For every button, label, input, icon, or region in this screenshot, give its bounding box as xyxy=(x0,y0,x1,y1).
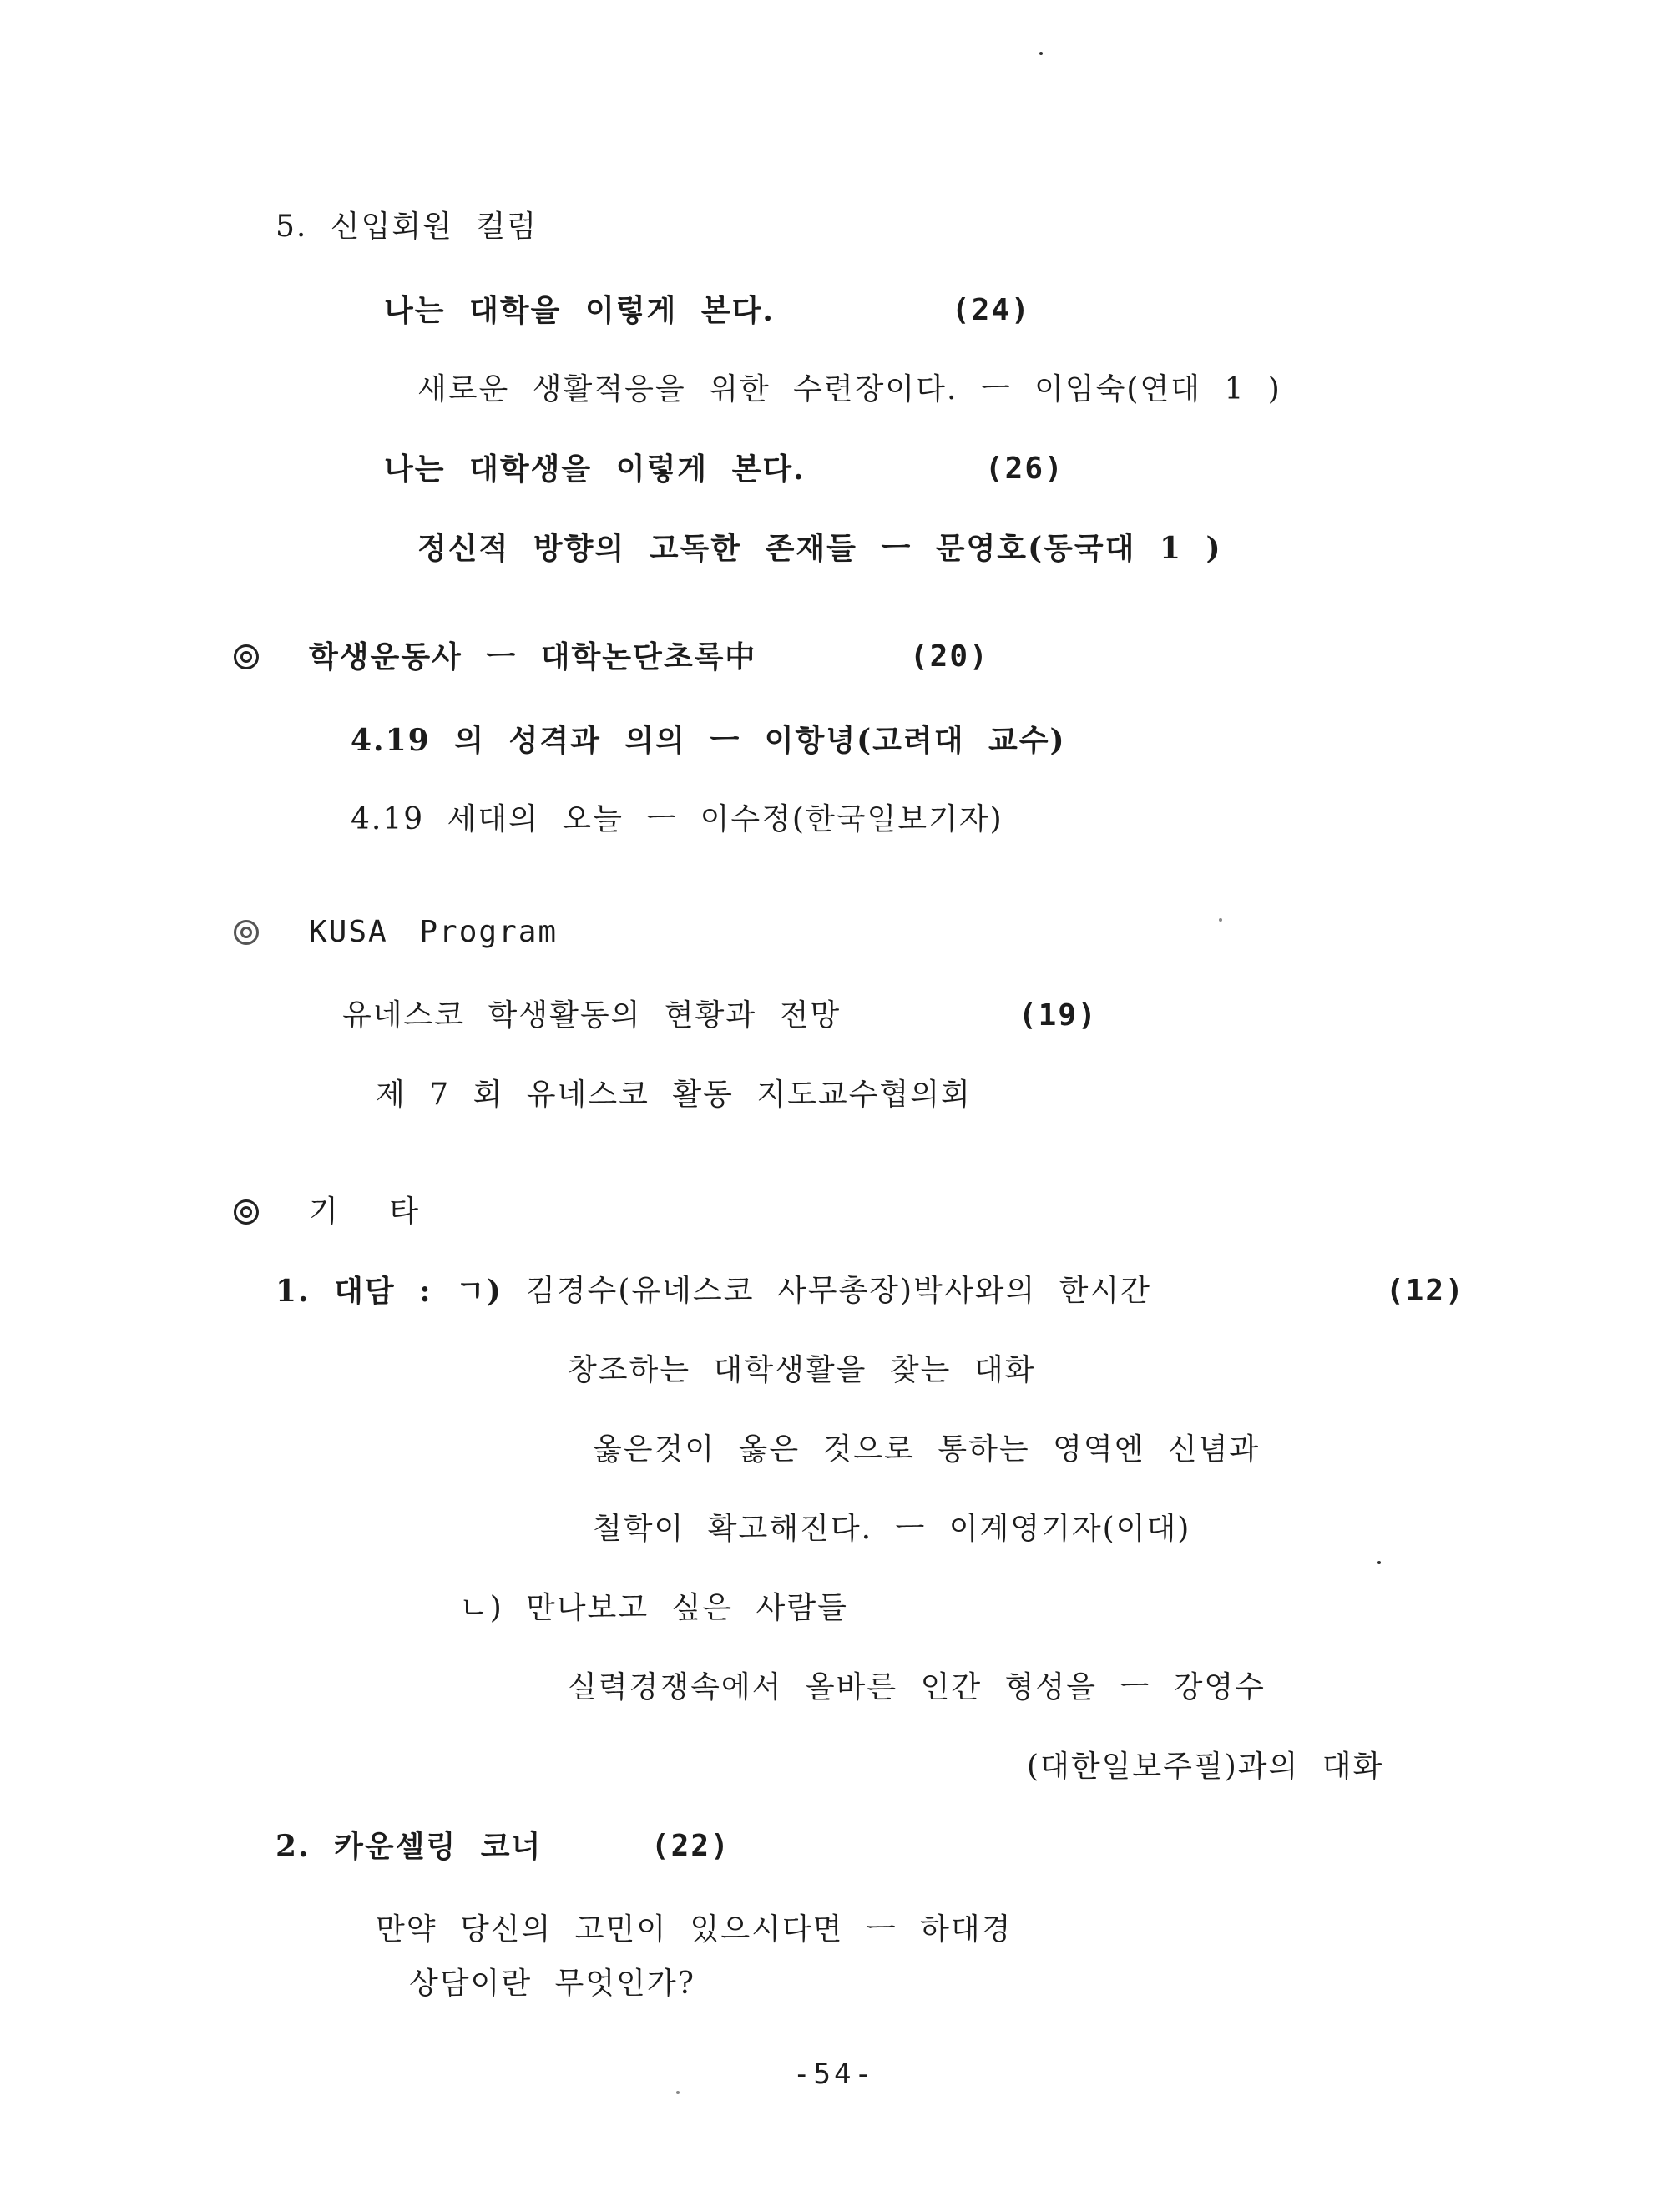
etc-item-1b-title: 만나보고 싶은 사람들 xyxy=(526,1591,848,1625)
student-movement-line-2: 4.19 세대의 오늘 ㅡ 이수정(한국일보기자) xyxy=(351,802,1003,836)
scan-speck xyxy=(1219,918,1222,922)
double-circle-bullet-icon xyxy=(234,920,259,945)
etc-item-2-subtitle-1: 만약 당신의 고민이 있으시다면 ㅡ 하대경 xyxy=(376,1912,1013,1947)
section-5-item-2-subtitle: 정신적 방향의 고독한 존재들 ㅡ 문영호(동국대 1 ) xyxy=(417,531,1222,566)
etc-item-1b-prefix: ㄴ) xyxy=(459,1591,503,1625)
section-5-item-1-subtitle: 새로운 생활적응을 위한 수련장이다. ㅡ 이임숙(연대 1 ) xyxy=(417,372,1281,407)
scan-speck xyxy=(676,2091,680,2094)
etc-item-2-title: 2. 카운셀링 코너 xyxy=(275,1829,543,1864)
student-movement-heading: 학생운동사 ㅡ 대학논단초록中 xyxy=(309,639,757,674)
double-circle-bullet-icon xyxy=(234,1199,259,1225)
section-5-heading: 5. 신입회원 컬럼 xyxy=(275,210,538,244)
double-circle-bullet-icon xyxy=(234,644,259,669)
section-5-item-2-title: 나는 대학생을 이렇게 본다. xyxy=(384,452,806,487)
kusa-line-2: 제 7 회 유네스코 활동 지도교수협의회 xyxy=(376,1078,972,1112)
etc-item-1-subtitle-3: 철학이 확고해진다. ㅡ 이계영기자(이대) xyxy=(593,1512,1191,1546)
etc-item-1-subtitle-2: 옳은것이 옳은 것으로 통하는 영역엔 신념과 xyxy=(593,1432,1261,1467)
etc-item-1b-subtitle-2: (대한일보주필)과의 대화 xyxy=(1027,1750,1384,1784)
student-movement-line-1: 4.19 의 성격과 의의 ㅡ 이항녕(고려대 교수) xyxy=(351,723,1066,758)
section-5-item-2-page: (26) xyxy=(985,452,1064,486)
section-5-item-1-page: (24) xyxy=(952,293,1031,327)
kusa-heading: KUSA Program xyxy=(309,915,559,949)
scan-speck xyxy=(1039,52,1043,55)
etc-item-1-prefix: 1. 대담 : ㄱ) xyxy=(275,1274,503,1309)
etc-heading: 기 타 xyxy=(309,1194,433,1229)
etc-item-2-subtitle-2: 상담이란 무엇인가? xyxy=(409,1967,695,2001)
student-movement-page: (20) xyxy=(910,639,989,674)
etc-item-2-page: (22) xyxy=(651,1829,730,1863)
etc-item-1-page: (12) xyxy=(1386,1274,1465,1308)
etc-item-1-subtitle-1: 창조하는 대학생활을 찾는 대화 xyxy=(568,1353,1036,1387)
etc-item-1b-subtitle-1: 실력경쟁속에서 올바른 인간 형성을 ㅡ 강영수 xyxy=(568,1670,1266,1704)
kusa-line-1: 유네스코 학생활동의 현황과 전망 xyxy=(342,998,842,1033)
kusa-line-1-page: (19) xyxy=(1018,998,1098,1033)
scan-speck xyxy=(1377,1561,1381,1564)
section-5-item-1-title: 나는 대학을 이렇게 본다. xyxy=(384,293,775,328)
page-number: -54- xyxy=(793,2058,875,2091)
etc-item-1-title: 김경수(유네스코 사무총장)박사와의 한시간 xyxy=(526,1274,1151,1308)
